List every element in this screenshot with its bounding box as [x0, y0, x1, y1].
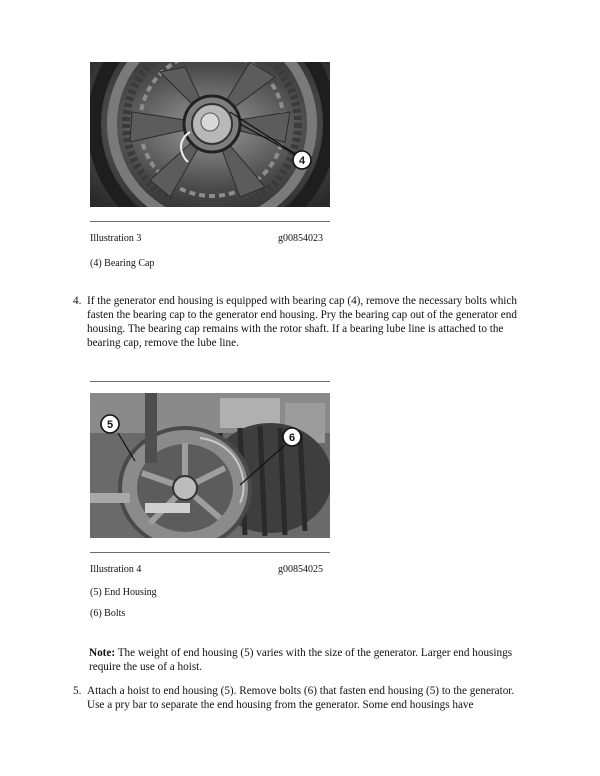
- illustration-4-photo: [90, 393, 330, 538]
- illustration-4-legend-item: (5) End Housing: [90, 587, 157, 598]
- illustration-4-code: g00854025: [278, 564, 323, 575]
- end-housing-photo-graphic: [90, 393, 330, 538]
- step-4: [73, 294, 553, 354]
- illustration-3-photo: [90, 62, 330, 207]
- note-label: Note:: [89, 647, 116, 659]
- illustration-3-legend-item: (4) Bearing Cap: [90, 258, 155, 269]
- step-5: [73, 684, 553, 714]
- bearing-cap-photo-graphic: [90, 62, 330, 207]
- note-text: The weight of end housing (5) varies with the size of the generator. Larger end housings: [115, 647, 513, 659]
- illustration-3-rule: [90, 221, 330, 222]
- step-4-line: bearing cap, remove the lube line.: [87, 337, 239, 349]
- illustration-3-label: Illustration 3: [90, 233, 142, 244]
- illustration-4-label: Illustration 4: [90, 564, 142, 575]
- step-4-line: If the generator end housing is equipped with bearing cap (4), remove the necessary bolts which: [87, 295, 517, 307]
- illustration-4-top-rule: [90, 381, 330, 382]
- step-4-number: 4.: [73, 295, 82, 307]
- illustration-4-legend-item: (6) Bolts: [90, 608, 126, 619]
- step-5-line: Use a pry bar to separate the end housing from the generator. Some end housings have: [87, 699, 474, 711]
- callout-6: [283, 428, 301, 446]
- illustration-4-rule: [90, 552, 330, 553]
- note-paragraph: [89, 646, 559, 674]
- svg-text:6: 6: [288, 432, 296, 444]
- step-5-line: Attach a hoist to end housing (5). Remove bolts (6) that fasten end housing (5) to the generator.: [87, 685, 515, 697]
- illustration-3-code: g00854023: [278, 233, 323, 244]
- callout-4: [293, 151, 311, 169]
- note-text-line-2: require the use of a hoist.: [89, 661, 203, 673]
- step-4-line: housing. The bearing cap remains with the rotor shaft. If a bearing lube line is attached to the: [87, 323, 504, 335]
- svg-text:4: 4: [298, 155, 306, 167]
- step-5-number: 5.: [73, 685, 82, 697]
- callout-5: [101, 415, 119, 433]
- svg-text:5: 5: [106, 419, 114, 431]
- step-4-line: fasten the bearing cap to the generator end housing. Pry the bearing cap out of the generator end: [87, 309, 517, 321]
